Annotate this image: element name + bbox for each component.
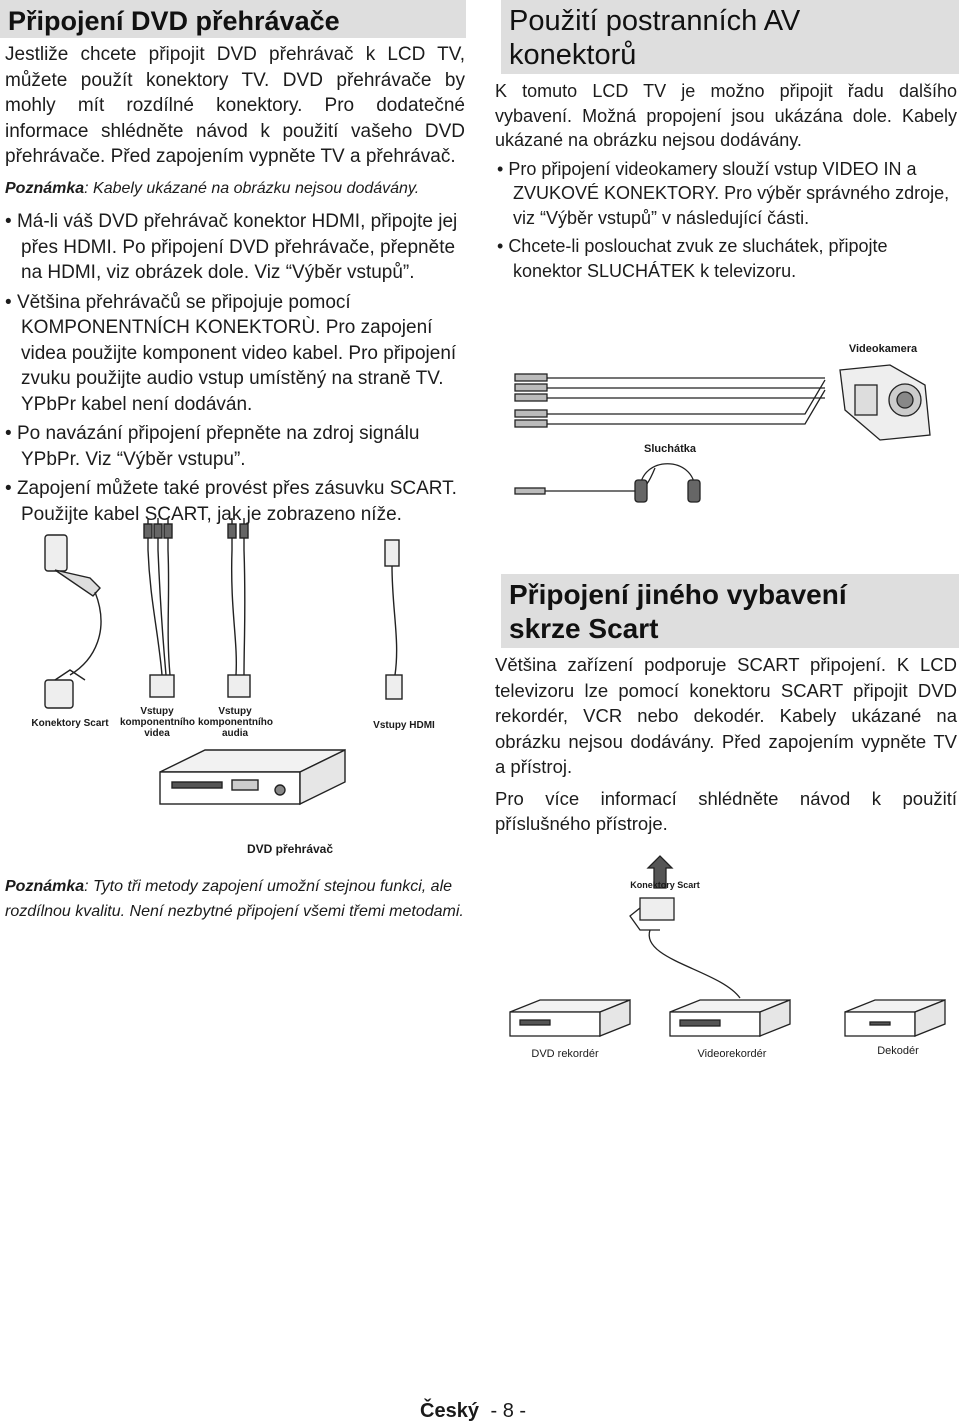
footer-language: Český bbox=[420, 1400, 479, 1422]
scart-section-heading bbox=[501, 574, 959, 648]
dvd-bullet-component: • Většina přehrávačů se připojuje pomocí KOMPONENTNÍCH KONEKTORÙ. Pro zapojení videa použijte komponent video kabel. Pro připojení zvuku použijte audio vstup umístěný na straně TV. YPbPr kabel není dodáván. bbox=[5, 290, 465, 418]
dvd-intro: Jestliže chcete připojit DVD přehrávač k LCD TV, můžete použít konektory TV. DVD přehrávače by mohly mít rozdílné konektory. Pro dodatečné informace shlédněte návod k použití vašeho DVD přehrávače. Před zapojením vypněte TV a přehrávač. bbox=[5, 44, 465, 167]
dvd-bullet-ypbpr: • Po navázání připojení přepněte na zdroj signálu YPbPr. Viz “Výběr vstupu”. bbox=[5, 421, 465, 472]
av-bullet-headphones: • Chcete-li poslouchat zvuk ze sluchátek, připojte konektor SLUCHÁTEK k televizoru. bbox=[497, 234, 957, 283]
dvd-label-scart: Konektory Scart bbox=[31, 718, 109, 729]
scart-section-body bbox=[495, 652, 957, 841]
av-connection-diagram bbox=[505, 340, 945, 520]
scart-label-dvd-recorder: DVD rekordér bbox=[531, 1048, 599, 1060]
dvd-note-label: Poznámka bbox=[5, 179, 85, 197]
dvd-recorder-icon bbox=[510, 1000, 630, 1036]
av-intro: K tomuto LCD TV je možno připojit řadu dalšího vybavení. Možná propojení jsou ukázána dole. Kabely ukázané na obrázku nejsou dodávány. bbox=[495, 81, 957, 150]
dvd-bottom-note bbox=[5, 874, 467, 924]
scart-para-1: Většina zařízení podporuje SCART připojení. K LCD televizoru lze pomocí konektoru SCART připojit DVD rekordér, VCR nebo dekodér. Kabely ukázané na obrázku nejsou dodávány. Před zapojením vypněte TV a přístroj. bbox=[495, 654, 957, 777]
scart-socket-icon bbox=[45, 680, 73, 708]
component-audio-plugs-icon bbox=[228, 518, 250, 697]
av-section-title: Použití postranních AV konektorů bbox=[509, 5, 801, 71]
scart-plug-icon bbox=[630, 898, 740, 998]
dvd-bottom-note-text: : Tyto tři metody zapojení umožní stejnou funkci, ale rozdílnou kvalitu. Není nezbytné připojení všemi třemi metodami. bbox=[5, 878, 464, 920]
scart-connection-diagram bbox=[490, 850, 950, 1050]
av-bullet-camera: • Pro připojení videokamery slouží vstup VIDEO IN a ZVUKOVÉ KONEKTORY. Pro výběr správného zdroje, viz “Výběr vstupů” v následující části. bbox=[497, 157, 957, 231]
scart-plug-icon bbox=[45, 535, 67, 571]
av-section-body bbox=[495, 79, 957, 287]
scart-label-vcr: Videorekordér bbox=[697, 1048, 767, 1060]
dvd-bullet-scart: • Zapojení můžete také provést přes zásuvku SCART. Použijte kabel SCART, jak je zobrazeno níže. bbox=[5, 476, 465, 527]
dvd-label-player: DVD přehrávač bbox=[246, 842, 334, 856]
dvd-note-text: : Kabely ukázané na obrázku nejsou dodávány. bbox=[84, 179, 420, 197]
scart-section-title: Připojení jiného vybavení skrze Scart bbox=[509, 579, 847, 644]
component-video-plugs-icon bbox=[144, 518, 174, 697]
page-footer bbox=[420, 1400, 526, 1423]
av-section-heading bbox=[501, 0, 959, 74]
dvd-section-body bbox=[5, 42, 465, 531]
dvd-section-title: Připojení DVD přehrávače bbox=[8, 6, 340, 36]
footer-page-number: - 8 - bbox=[490, 1400, 527, 1422]
dvd-label-component-video: Vstupy komponentního videa bbox=[120, 706, 195, 739]
av-label-headphones: Sluchátka bbox=[644, 443, 696, 455]
vcr-icon bbox=[670, 1000, 790, 1036]
dvd-note bbox=[5, 176, 465, 202]
scart-label-connector: Konektory Scart bbox=[630, 880, 700, 890]
dvd-bullet-hdmi: • Má-li váš DVD přehrávač konektor HDMI, připojte jej přes HDMI. Po připojení DVD přehrávače, přepněte na HDMI, viz obrázek dole. Viz “Výběr vstupů”. bbox=[5, 209, 465, 286]
scart-para-2: Pro více informací shlédněte návod k použití příslušného přístroje. bbox=[495, 787, 957, 834]
hdmi-plug-icon bbox=[385, 540, 402, 699]
av-plugs-left-icon bbox=[515, 374, 825, 494]
dvd-label-component-audio: Vstupy komponentního audia bbox=[198, 706, 273, 739]
headphones-icon bbox=[635, 464, 700, 502]
av-label-camera: Videokamera bbox=[848, 343, 918, 355]
dvd-player-icon bbox=[160, 750, 345, 804]
scart-label-decoder: Dekodér bbox=[877, 1045, 919, 1057]
dvd-bottom-note-label: Poznámka bbox=[5, 878, 85, 895]
dvd-label-hdmi: Vstupy HDMI bbox=[373, 720, 435, 731]
camera-icon bbox=[840, 365, 930, 440]
decoder-icon bbox=[845, 1000, 945, 1036]
dvd-section-heading bbox=[0, 0, 466, 38]
dvd-connection-diagram bbox=[0, 510, 480, 860]
